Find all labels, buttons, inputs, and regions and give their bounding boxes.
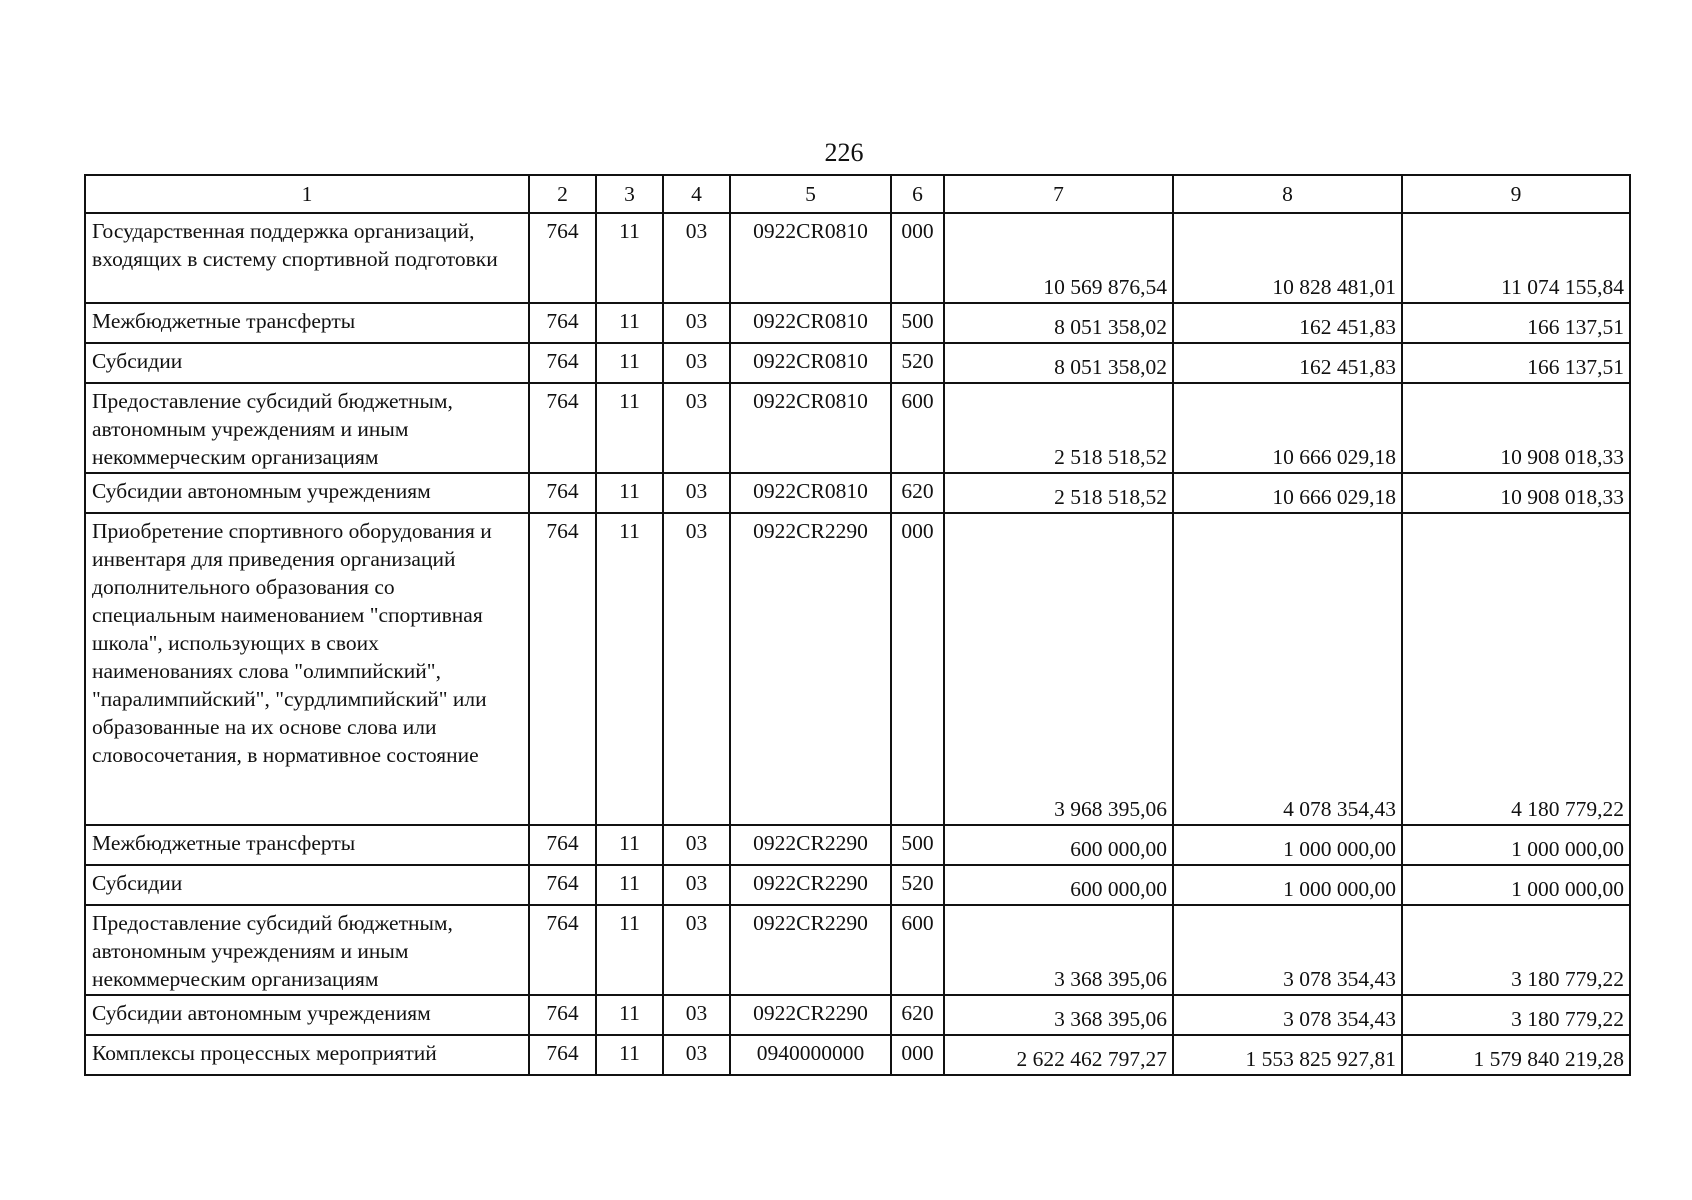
expense-type-code: 000 (891, 213, 944, 303)
ministry-code: 764 (529, 825, 596, 865)
section-code: 11 (596, 343, 663, 383)
expense-type-code: 000 (891, 513, 944, 825)
column-header: 3 (596, 175, 663, 213)
table-header-row (85, 175, 1630, 213)
amount-col7: 2 622 462 797,27 (944, 1035, 1173, 1075)
section-code: 11 (596, 513, 663, 825)
section-code: 11 (596, 865, 663, 905)
row-name: Межбюджетные трансферты (85, 303, 529, 343)
ministry-code: 764 (529, 343, 596, 383)
expense-type-code: 600 (891, 383, 944, 473)
expense-type-code: 620 (891, 995, 944, 1035)
amount-col7: 2 518 518,52 (944, 473, 1173, 513)
amount-col8: 10 666 029,18 (1173, 473, 1402, 513)
section-code: 11 (596, 995, 663, 1035)
expense-type-code: 600 (891, 905, 944, 995)
row-name: Предоставление субсидий бюджетным, автономным учреждениям и иным некоммерческим организациям (85, 905, 529, 995)
row-name: Приобретение спортивного оборудования и инвентаря для приведения организаций дополнительного образования со специальным наименованием "спортивная школа", использующих в своих наименованиях слова "олимпийский", "паралимпийский", "сурдлимпийский" или образованные на их основе слова или словосочетания, в нормативное состояние (85, 513, 529, 825)
amount-col8: 10 828 481,01 (1173, 213, 1402, 303)
amount-col7: 600 000,00 (944, 865, 1173, 905)
ministry-code: 764 (529, 473, 596, 513)
table-row (85, 383, 1630, 473)
budget-table (84, 174, 1631, 1076)
amount-col9: 166 137,51 (1402, 343, 1630, 383)
table-row (85, 865, 1630, 905)
section-code: 11 (596, 905, 663, 995)
amount-col9: 1 579 840 219,28 (1402, 1035, 1630, 1075)
table-row (85, 905, 1630, 995)
amount-col7: 3 968 395,06 (944, 513, 1173, 825)
amount-col8: 1 553 825 927,81 (1173, 1035, 1402, 1075)
subsection-code: 03 (663, 383, 730, 473)
section-code: 11 (596, 383, 663, 473)
section-code: 11 (596, 1035, 663, 1075)
ministry-code: 764 (529, 865, 596, 905)
amount-col7: 600 000,00 (944, 825, 1173, 865)
amount-col7: 8 051 358,02 (944, 303, 1173, 343)
column-header: 9 (1402, 175, 1630, 213)
subsection-code: 03 (663, 303, 730, 343)
amount-col9: 11 074 155,84 (1402, 213, 1630, 303)
ministry-code: 764 (529, 905, 596, 995)
table-row (85, 343, 1630, 383)
section-code: 11 (596, 303, 663, 343)
table-row (85, 825, 1630, 865)
amount-col9: 3 180 779,22 (1402, 905, 1630, 995)
amount-col9: 3 180 779,22 (1402, 995, 1630, 1035)
page-number: 226 (824, 138, 864, 167)
subsection-code: 03 (663, 473, 730, 513)
subsection-code: 03 (663, 513, 730, 825)
ministry-code: 764 (529, 213, 596, 303)
target-article-code: 0922CR2290 (730, 905, 891, 995)
target-article-code: 0922CR2290 (730, 513, 891, 825)
amount-col9: 1 000 000,00 (1402, 865, 1630, 905)
table-row (85, 1035, 1630, 1075)
expense-type-code: 500 (891, 825, 944, 865)
subsection-code: 03 (663, 343, 730, 383)
column-header: 7 (944, 175, 1173, 213)
column-header: 4 (663, 175, 730, 213)
target-article-code: 0922CR0810 (730, 473, 891, 513)
expense-type-code: 000 (891, 1035, 944, 1075)
ministry-code: 764 (529, 995, 596, 1035)
amount-col9: 1 000 000,00 (1402, 825, 1630, 865)
subsection-code: 03 (663, 825, 730, 865)
amount-col8: 162 451,83 (1173, 303, 1402, 343)
row-name: Субсидии (85, 865, 529, 905)
amount-col7: 8 051 358,02 (944, 343, 1173, 383)
amount-col7: 2 518 518,52 (944, 383, 1173, 473)
table-row (85, 303, 1630, 343)
section-code: 11 (596, 213, 663, 303)
target-article-code: 0922CR0810 (730, 343, 891, 383)
amount-col8: 10 666 029,18 (1173, 383, 1402, 473)
target-article-code: 0922CR2290 (730, 865, 891, 905)
target-article-code: 0922CR0810 (730, 303, 891, 343)
target-article-code: 0922CR0810 (730, 213, 891, 303)
subsection-code: 03 (663, 213, 730, 303)
column-header: 2 (529, 175, 596, 213)
table-row (85, 995, 1630, 1035)
subsection-code: 03 (663, 905, 730, 995)
expense-type-code: 520 (891, 865, 944, 905)
row-name: Субсидии (85, 343, 529, 383)
target-article-code: 0922CR2290 (730, 825, 891, 865)
section-code: 11 (596, 825, 663, 865)
ministry-code: 764 (529, 513, 596, 825)
row-name: Предоставление субсидий бюджетным, автономным учреждениям и иным некоммерческим организациям (85, 383, 529, 473)
amount-col8: 1 000 000,00 (1173, 825, 1402, 865)
amount-col9: 4 180 779,22 (1402, 513, 1630, 825)
expense-type-code: 500 (891, 303, 944, 343)
target-article-code: 0922CR0810 (730, 383, 891, 473)
row-name: Государственная поддержка организаций, входящих в систему спортивной подготовки (85, 213, 529, 303)
column-header: 5 (730, 175, 891, 213)
subsection-code: 03 (663, 995, 730, 1035)
amount-col8: 3 078 354,43 (1173, 995, 1402, 1035)
amount-col7: 3 368 395,06 (944, 995, 1173, 1035)
amount-col9: 10 908 018,33 (1402, 473, 1630, 513)
row-name: Субсидии автономным учреждениям (85, 473, 529, 513)
column-header: 8 (1173, 175, 1402, 213)
amount-col7: 10 569 876,54 (944, 213, 1173, 303)
subsection-code: 03 (663, 865, 730, 905)
amount-col8: 4 078 354,43 (1173, 513, 1402, 825)
amount-col9: 166 137,51 (1402, 303, 1630, 343)
ministry-code: 764 (529, 1035, 596, 1075)
row-name: Комплексы процессных мероприятий (85, 1035, 529, 1075)
amount-col9: 10 908 018,33 (1402, 383, 1630, 473)
table-row (85, 513, 1630, 825)
expense-type-code: 520 (891, 343, 944, 383)
column-header: 1 (85, 175, 529, 213)
amount-col8: 1 000 000,00 (1173, 865, 1402, 905)
row-name: Межбюджетные трансферты (85, 825, 529, 865)
expense-type-code: 620 (891, 473, 944, 513)
table-row (85, 213, 1630, 303)
ministry-code: 764 (529, 303, 596, 343)
section-code: 11 (596, 473, 663, 513)
amount-col8: 3 078 354,43 (1173, 905, 1402, 995)
target-article-code: 0922CR2290 (730, 995, 891, 1035)
target-article-code: 0940000000 (730, 1035, 891, 1075)
table-row (85, 473, 1630, 513)
row-name: Субсидии автономным учреждениям (85, 995, 529, 1035)
amount-col7: 3 368 395,06 (944, 905, 1173, 995)
amount-col8: 162 451,83 (1173, 343, 1402, 383)
column-header: 6 (891, 175, 944, 213)
subsection-code: 03 (663, 1035, 730, 1075)
ministry-code: 764 (529, 383, 596, 473)
